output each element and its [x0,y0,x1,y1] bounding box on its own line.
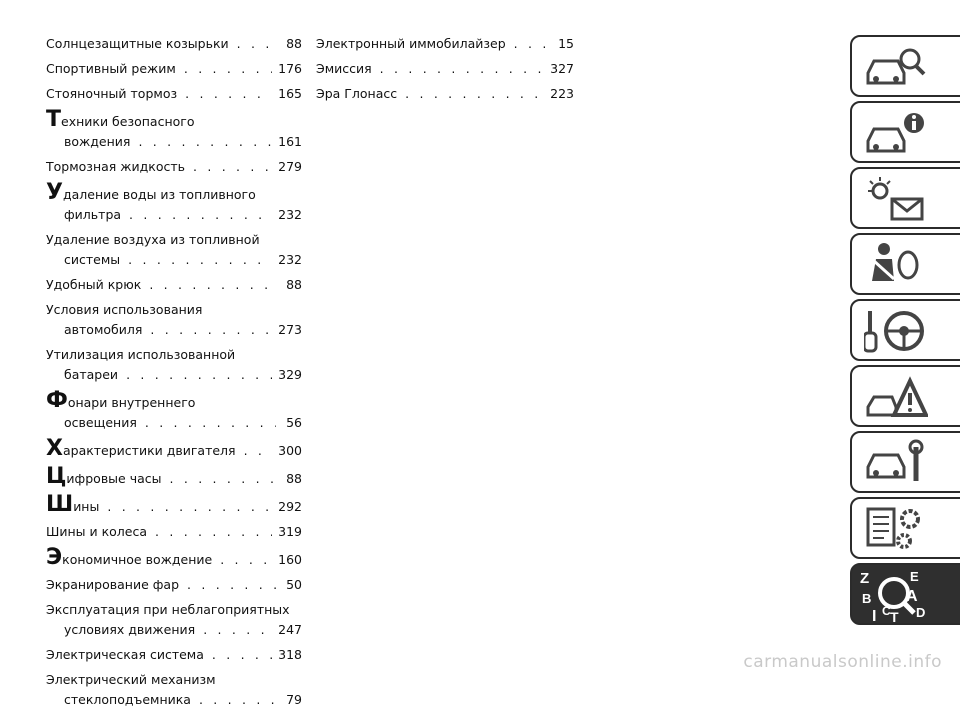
seatbelt-airbag-icon [864,241,928,289]
dot-leader [184,59,272,79]
index-entry-line [46,620,302,640]
index-entry[interactable] [46,230,302,270]
index-entry-line [46,84,302,104]
index-entry-text: Тормозная жидкость [46,159,186,174]
index-entry-label [46,436,236,461]
index-entry-label [64,250,120,270]
index-entry-label [46,345,235,365]
dot-leader [107,497,272,517]
index-entry-line [46,413,302,433]
index-entry-label [64,620,195,640]
page-number[interactable]: 56 [286,415,302,430]
index-entry-text: Удаление воздуха из топливной [46,232,260,247]
index-entry-label [46,464,162,489]
page-number[interactable]: 247 [278,622,302,637]
index-entry-label [46,645,204,665]
index-letter-initial: Х [46,436,63,461]
dot-leader [155,522,272,542]
index-entry-text: даление воды из топливного [62,187,256,202]
car-wrench-icon [864,439,928,487]
index-entry-text: Условия использования [46,302,203,317]
index-entry-text: Электронный иммобилайзер [316,36,506,51]
index-entry-text: освещения [64,415,137,430]
index-entry[interactable] [46,180,302,225]
index-entry-line [46,388,302,413]
dot-leader [380,59,544,79]
index-entry-text: Утилизация использованной [46,347,236,362]
index-entry-label [316,34,506,54]
dot-leader [126,365,272,385]
index-entry-text: системы [64,252,121,267]
page-number[interactable]: 300 [278,443,302,458]
index-entry[interactable] [46,464,302,489]
index-entry-label [46,107,195,132]
page-number[interactable]: 161 [278,134,302,149]
index-entry[interactable] [46,600,302,640]
index-entry-text: Эра Глонасс [316,86,398,101]
warning-lights-envelope-icon [864,175,928,223]
index-entry-text: Спортивный режим [46,61,176,76]
index-entry-line [46,205,302,225]
page-number[interactable]: 319 [278,524,302,539]
index-entry[interactable] [46,84,302,104]
index-entry-line [46,157,302,177]
tab-specifications[interactable] [850,497,960,559]
dot-leader [128,250,272,270]
index-entry-label [64,690,191,710]
index-entry-line [46,230,302,250]
index-entry[interactable] [46,575,302,595]
index-entry-text: Удобный крюк [46,277,142,292]
index-entry-line [46,670,302,690]
dot-leader [203,620,272,640]
page-number[interactable]: 15 [558,36,574,51]
index-entry-label [46,275,141,295]
page-number[interactable]: 273 [278,322,302,337]
dot-leader [149,275,276,295]
index-entry-line [46,320,302,340]
tab-alphabetical-index[interactable] [850,563,960,625]
index-entry-text: арактеристики двигателя [62,443,236,458]
dot-leader [170,469,276,489]
index-entry-label [46,157,185,177]
dot-leader [185,84,272,104]
index-entry-label [316,84,397,104]
index-entry[interactable] [46,59,302,79]
page-number[interactable]: 329 [278,367,302,382]
index-letter-initial: Э [46,545,63,570]
dot-leader [514,34,548,54]
index-entry-label [46,492,100,517]
index-entry[interactable] [46,670,302,710]
index-entry-line [316,84,574,104]
dot-leader [187,575,276,595]
index-entry-text: Экранирование фар [46,577,180,592]
index-entry-text: Эксплуатация при неблагоприятных [46,602,290,617]
index-entry[interactable] [46,645,302,665]
index-letter: C [882,604,891,618]
index-entry-label [64,205,121,225]
page-number[interactable]: 165 [278,86,302,101]
page-number[interactable]: 318 [278,647,302,662]
page-number[interactable]: 327 [550,61,574,76]
dot-leader [244,441,273,461]
index-entry-line [46,34,302,54]
index-entry-line [46,436,302,461]
warning-triangle-icon [864,373,928,421]
index-entry[interactable] [46,436,302,461]
index-entry-label [46,522,147,542]
index-entry-label [64,132,130,152]
tab-maintenance[interactable] [850,431,960,493]
index-entry-text: условиях движения [64,622,196,637]
index-entry[interactable] [46,492,302,517]
index-entry[interactable] [46,522,302,542]
index-entry-text: Шины и колеса [46,524,148,539]
page-number[interactable]: 88 [286,36,302,51]
index-letter-initial: Ц [46,464,67,489]
index-letter: I [872,608,877,623]
index-letter-initial: Т [46,107,62,132]
index-letter: D [916,605,926,620]
dot-leader [237,34,276,54]
page-number[interactable]: 232 [278,207,302,222]
page-number[interactable]: 176 [278,61,302,76]
index-entry-label [46,545,213,570]
index-entry-line [46,59,302,79]
index-letter: T [890,609,899,623]
index-entry-line [46,545,302,570]
car-info-icon [864,109,928,157]
tab-safety[interactable] [850,233,960,295]
index-entry-text: кономичное вождение [62,552,213,567]
index-entry-line [46,522,302,542]
index-entry-label [46,230,260,250]
index-entry-text: ифровые часы [66,471,162,486]
index-entry-line [46,492,302,517]
tab-warning-lights[interactable] [850,167,960,229]
index-entry[interactable] [46,275,302,295]
dot-leader [193,157,272,177]
index-column-right [316,34,574,109]
page-number[interactable]: 232 [278,252,302,267]
index-entry-line [46,180,302,205]
page-number[interactable]: 279 [278,159,302,174]
index-letter-initial: У [46,180,63,205]
index-entry-text: фильтра [64,207,122,222]
index-entry-line [46,275,302,295]
index-entry-line [46,600,302,620]
index-entry-text: ины [73,499,100,514]
index-entry-text: Электрический механизм [46,672,216,687]
page-number[interactable]: 50 [286,577,302,592]
index-entry[interactable] [46,545,302,570]
index-entry-line [46,345,302,365]
dot-leader [129,205,272,225]
tab-emergency[interactable] [850,365,960,427]
page-number[interactable]: 79 [286,692,302,707]
dot-leader [220,550,272,570]
dot-leader [150,320,272,340]
dot-leader [212,645,272,665]
index-entry-line [46,464,302,489]
index-entry-line [316,34,574,54]
index-entry-text: онари внутреннего [67,395,196,410]
index-entry[interactable] [46,34,302,54]
index-entry-label [46,575,179,595]
index-entry-text: Электрическая система [46,647,204,662]
index-entry-label [46,84,177,104]
index-letter-initial: Ш [46,492,74,517]
index-entry-label [64,365,118,385]
alphabetical-index-icon [858,565,930,623]
index-entry-line [46,365,302,385]
page-number[interactable]: 88 [286,277,302,292]
page-number[interactable]: 223 [550,86,574,101]
index-entry-line [46,575,302,595]
index-entry-label [64,320,142,340]
index-entry-line [46,107,302,132]
spec-list-gears-icon [864,505,928,553]
index-entry[interactable] [46,345,302,385]
index-entry[interactable] [46,157,302,177]
key-steering-wheel-icon [864,307,928,355]
page-number[interactable]: 160 [278,552,302,567]
dot-leader [199,690,276,710]
index-entry-label [46,600,290,620]
index-letter: A [906,588,918,605]
index-entry-label [46,300,202,320]
index-letter: Z [860,570,870,587]
index-entry[interactable] [46,107,302,152]
dot-leader [405,84,544,104]
index-entry-text: стеклоподъемника [64,692,191,707]
dot-leader [145,413,276,433]
index-entry-label [46,34,229,54]
index-entry-label [46,388,196,413]
index-entry-label [64,413,137,433]
index-entry-line [46,645,302,665]
index-entry-line [46,132,302,152]
index-entry-label [46,180,256,205]
watermark: carmanualsonline.info [743,652,942,672]
index-entry[interactable] [316,59,574,79]
tab-car-magnifier[interactable] [850,35,960,97]
tab-car-info[interactable] [850,101,960,163]
index-entry[interactable] [46,300,302,340]
index-entry-line [46,690,302,710]
index-entry[interactable] [316,84,574,104]
page-number[interactable]: 88 [286,471,302,486]
index-entry-text: Солнцезащитные козырьки [46,36,229,51]
index-entry-line [46,250,302,270]
index-column-left [46,34,302,715]
index-letter: B [862,591,872,606]
index-entry-text: ехники безопасного [61,114,195,129]
index-entry-text: батареи [64,367,119,382]
index-entry-line [46,300,302,320]
index-letter: E [910,569,919,584]
index-entry-text: Эмиссия [316,61,372,76]
index-entry-text: Стояночный тормоз [46,86,178,101]
index-entry-label [46,59,176,79]
index-entry[interactable] [316,34,574,54]
index-entry-label [316,59,372,79]
index-entry[interactable] [46,388,302,433]
tab-key-steering[interactable] [850,299,960,361]
page-number[interactable]: 292 [278,499,302,514]
dot-leader [138,132,272,152]
index-letter-initial: Ф [46,388,68,413]
car-magnifier-icon [864,43,928,91]
index-entry-text: вождения [64,134,131,149]
index-entry-line [316,59,574,79]
index-entry-text: автомобиля [64,322,143,337]
index-entry-label [46,670,216,690]
